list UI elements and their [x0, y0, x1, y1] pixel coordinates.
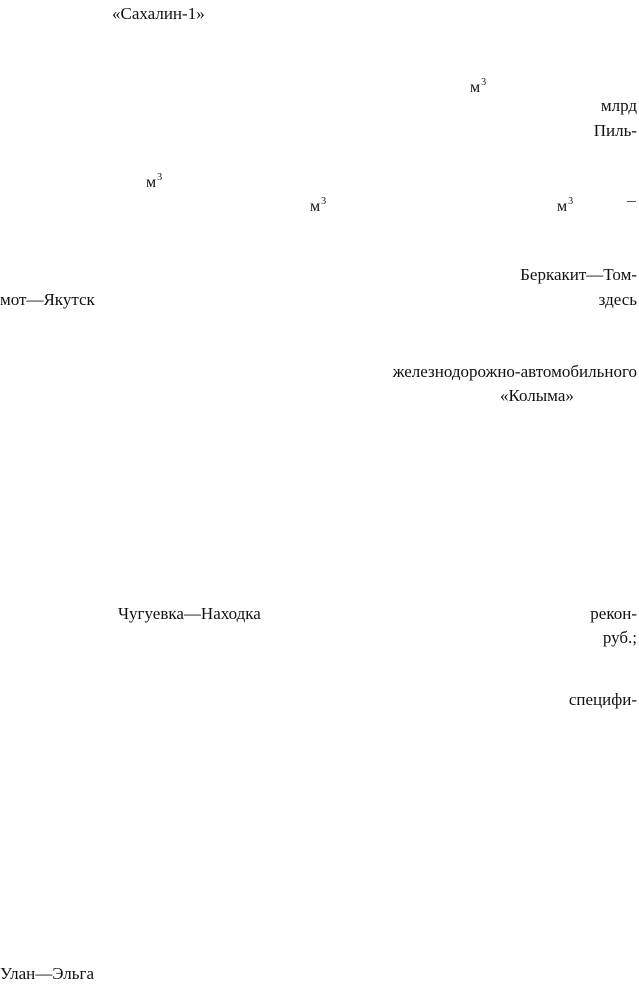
text-sakhalin-1: «Сахалин-1»	[112, 4, 205, 23]
unit-cubic-meter: $м^3$	[146, 172, 163, 191]
unit-cubic-meter: $м^3$	[310, 196, 327, 215]
text-berkakit-tom: Беркакит—Том-	[520, 265, 637, 284]
text-mot-yakutsk: мот—Якутск	[0, 290, 95, 309]
text-pil: Пиль-	[593, 121, 637, 140]
unit-cubic-meter: $м^3$	[557, 196, 574, 215]
text-ulan-elga: Улан—Эльга	[0, 964, 94, 983]
text-chuguevka-nakhodka: Чугуевка—Находка	[118, 604, 261, 623]
text-specifi: специфи-	[568, 690, 637, 709]
unit-cubic-meter: $м^3$	[470, 77, 487, 96]
text-rub: руб.;	[602, 628, 637, 647]
text-zdes: здесь	[598, 290, 637, 309]
text-kolyma: «Колыма»	[500, 386, 574, 405]
text-mlrd: млрд	[600, 96, 637, 115]
text-zheleznodorozhno: железнодорожно-автомобильного	[392, 362, 637, 381]
dash-mark	[627, 201, 636, 202]
text-rekon: рекон-	[590, 604, 637, 623]
